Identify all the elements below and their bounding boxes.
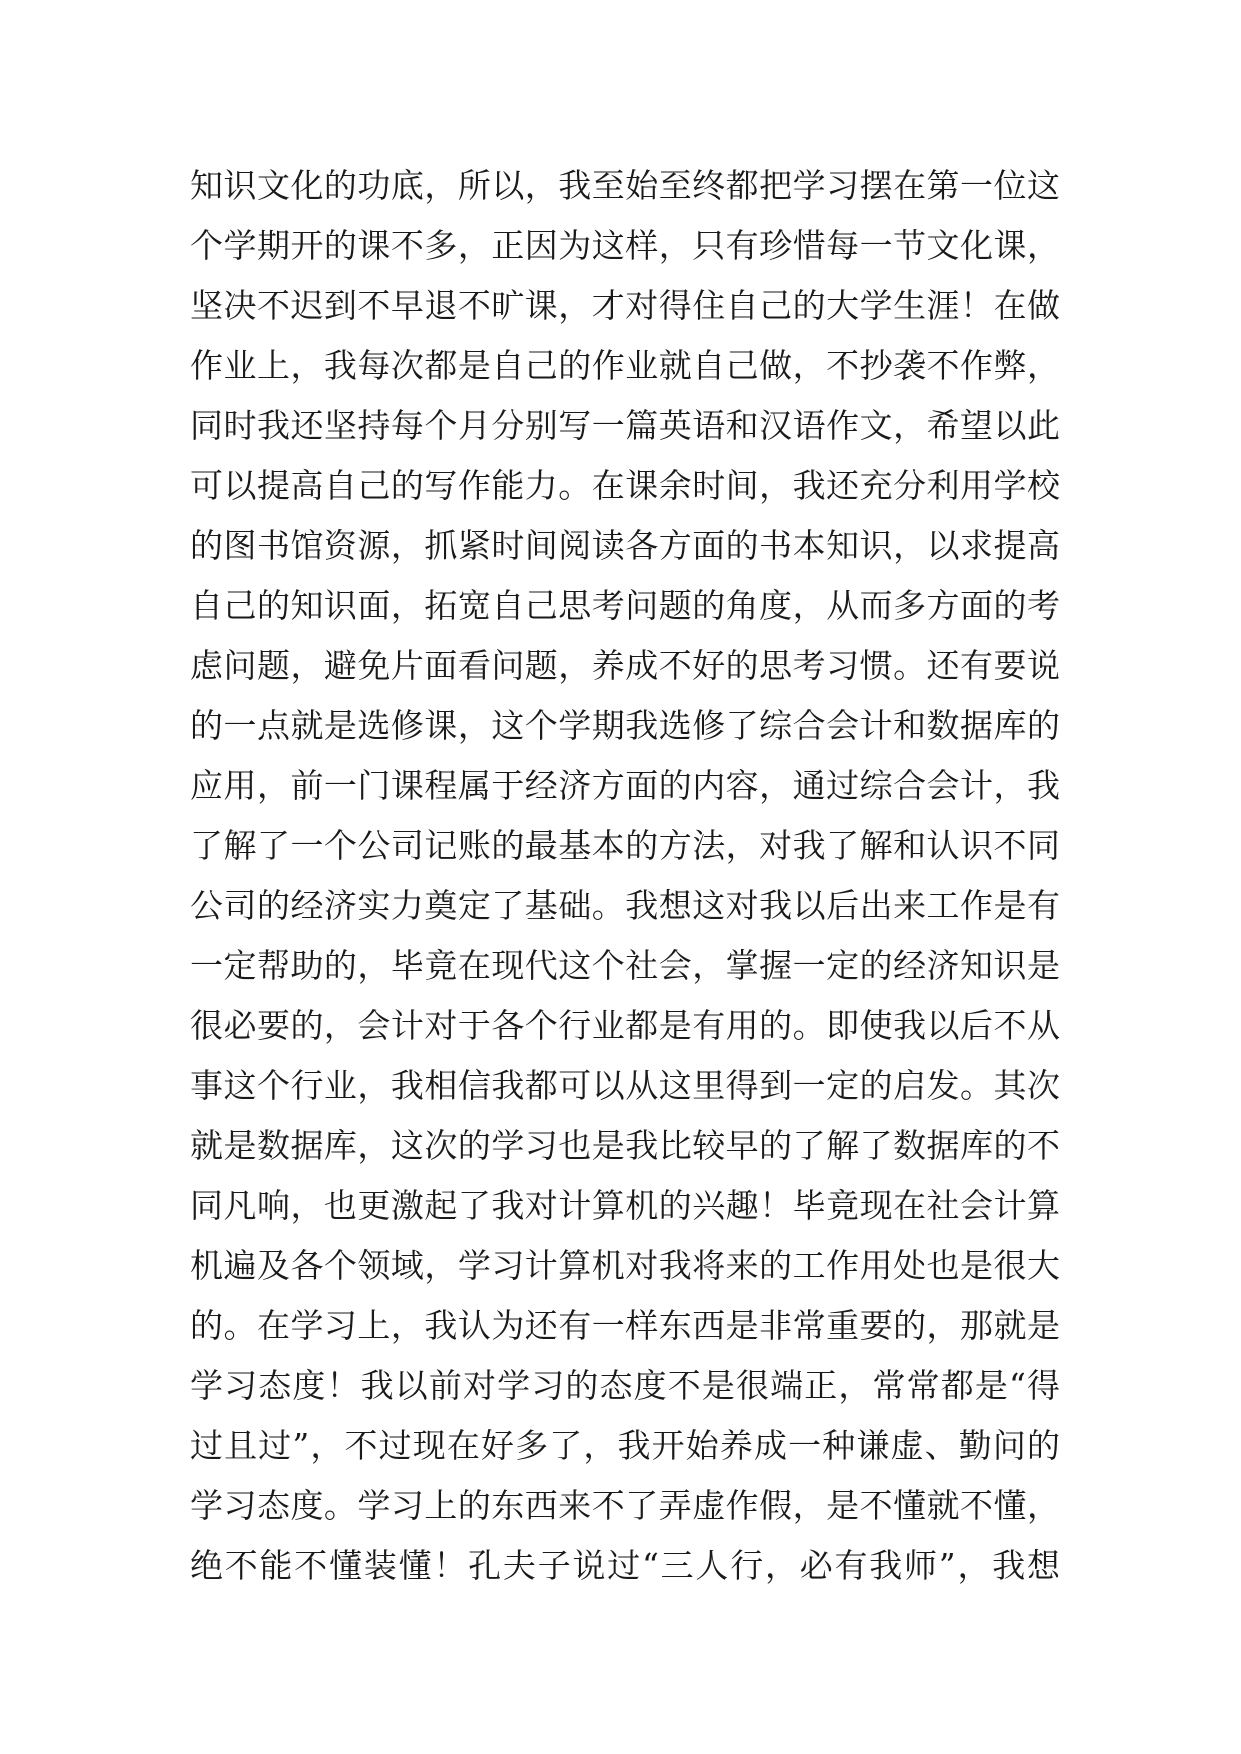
- text-line: 的一点就是选修课，这个学期我选修了综合会计和数据库的: [190, 706, 1060, 745]
- text-line: 作业上，我每次都是自己的作业就自己做，不抄袭不作弊，: [190, 346, 1060, 385]
- text-line: 知识文化的功底，所以，我至始至终都把学习摆在第一位这: [190, 166, 1060, 205]
- text-line: 学习态度！我以前对学习的态度不是很端正，常常都是“得: [190, 1366, 1060, 1405]
- text-line: 就是数据库，这次的学习也是我比较早的了解了数据库的不: [190, 1126, 1060, 1165]
- text-line: 了解了一个公司记账的最基本的方法，对我了解和认识不同: [190, 826, 1060, 865]
- text-line: 事这个行业，我相信我都可以从这里得到一定的启发。其次: [190, 1066, 1060, 1105]
- text-line: 应用，前一门课程属于经济方面的内容，通过综合会计，我: [190, 766, 1060, 805]
- text-line: 可以提高自己的写作能力。在课余时间，我还充分利用学校: [190, 466, 1060, 505]
- text-line: 同凡响，也更激起了我对计算机的兴趣！毕竟现在社会计算: [190, 1186, 1060, 1225]
- text-line: 公司的经济实力奠定了基础。我想这对我以后出来工作是有: [190, 886, 1060, 925]
- text-line: 同时我还坚持每个月分别写一篇英语和汉语作文，希望以此: [190, 406, 1060, 445]
- text-line: 过且过”，不过现在好多了，我开始养成一种谦虚、勤问的: [190, 1426, 1060, 1465]
- text-line: 的图书馆资源，抓紧时间阅读各方面的书本知识，以求提高: [190, 526, 1060, 565]
- text-line: 学习态度。学习上的东西来不了弄虚作假，是不懂就不懂，: [190, 1486, 1060, 1525]
- text-line: 的。在学习上，我认为还有一样东西是非常重要的，那就是: [190, 1306, 1060, 1345]
- text-line: 一定帮助的，毕竟在现代这个社会，掌握一定的经济知识是: [190, 946, 1060, 985]
- text-line: 个学期开的课不多，正因为这样，只有珍惜每一节文化课，: [190, 226, 1060, 265]
- text-line: 机遍及各个领域，学习计算机对我将来的工作用处也是很大: [190, 1246, 1060, 1285]
- text-line: 虑问题，避免片面看问题，养成不好的思考习惯。还有要说: [190, 646, 1060, 685]
- text-line: 绝不能不懂装懂！孔夫子说过“三人行，必有我师”，我想: [190, 1546, 1060, 1585]
- text-line: 自己的知识面，拓宽自己思考问题的角度，从而多方面的考: [190, 586, 1060, 625]
- text-line: 坚决不迟到不早退不旷课，才对得住自己的大学生涯！在做: [190, 286, 1060, 325]
- body-text: [190, 156, 1060, 1596]
- text-line: 很必要的，会计对于各个行业都是有用的。即使我以后不从: [190, 1006, 1060, 1045]
